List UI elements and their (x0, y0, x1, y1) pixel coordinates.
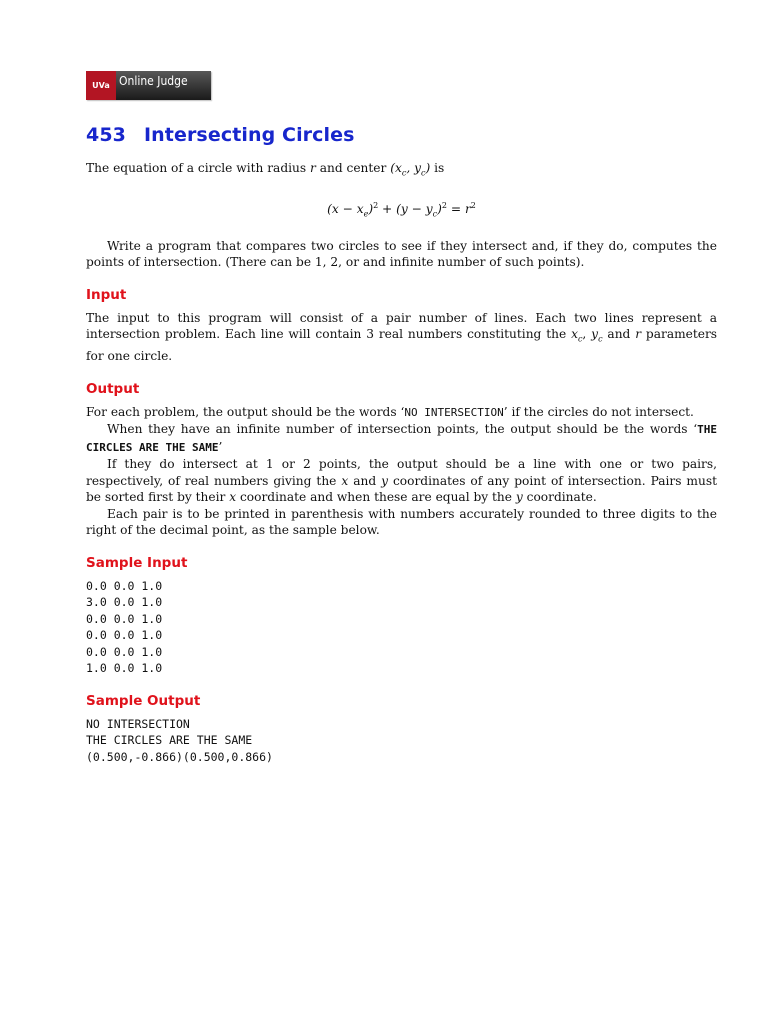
output-paragraph-3: If they do intersect at 1 or 2 points, the output should be a line with one or two pairs, respectively, of real numbers giving the x and y coordinates of any point of intersection. Pairs must be sorted first by their x coordinate and when these are equal by the y coordinate. (86, 457, 717, 505)
circle-equation: $(x - x_e)^2 + (y - y_c)^2 = r^2$ (327, 200, 476, 219)
output-paragraph-4: Each pair is to be printed in parenthesis with numbers accurately rounded to three digits to the right of the decimal point, as the sample below. (86, 506, 717, 538)
logo-text: Online Judge (116, 71, 211, 100)
uva-online-judge-logo (86, 71, 211, 100)
sample-input-line: 0.0 0.0 1.0 (86, 628, 163, 643)
sample-input-line: 0.0 0.0 1.0 (86, 578, 163, 593)
sample-output-line: NO INTERSECTION (86, 716, 190, 731)
sample-input-line: 0.0 0.0 1.0 (86, 611, 163, 626)
sample-input-block (86, 578, 717, 677)
problem-title (86, 124, 355, 146)
problem-title-text: Intersecting Circles (144, 124, 355, 146)
output-paragraph-1: For each problem, the output should be the words ‘NO INTERSECTION’ if the circles do not intersect. (86, 404, 694, 419)
output-paragraph-2: When they have an infinite number of intersection points, the output should be the words ‘THE CIRCLES ARE THE SAME’ (86, 422, 717, 454)
sample-output-line: (0.500,-0.866)(0.500,0.866) (86, 749, 273, 764)
input-heading: Input (86, 286, 127, 303)
sample-output-line: THE CIRCLES ARE THE SAME (86, 733, 253, 748)
description-paragraph: Write a program that compares two circles to see if they intersect and, if they do, computes the points of intersection. (There can be 1, 2, or and infinite number of such points). (86, 238, 717, 270)
sample-output-block (86, 716, 717, 766)
logo-badge: UVa (86, 71, 116, 100)
sample-input-line: 3.0 0.0 1.0 (86, 595, 163, 610)
intro-paragraph: The equation of a circle with radius r and center ($x_c$, $y_c$) is (86, 161, 445, 178)
sample-input-line: 1.0 0.0 1.0 (86, 661, 163, 676)
sample-input-line: 0.0 0.0 1.0 (86, 644, 163, 659)
sample-input-heading: Sample Input (86, 554, 188, 571)
problem-number: 453 (86, 124, 126, 146)
sample-output-heading: Sample Output (86, 692, 201, 709)
output-heading: Output (86, 380, 140, 397)
input-paragraph: The input to this program will consist of a pair number of lines. Each two lines represent a intersection problem. Each line will contain 3 real numbers constituting the $x_c$, $y_c$ and r parameters for one circle. (86, 310, 718, 364)
problem-body (86, 160, 717, 765)
